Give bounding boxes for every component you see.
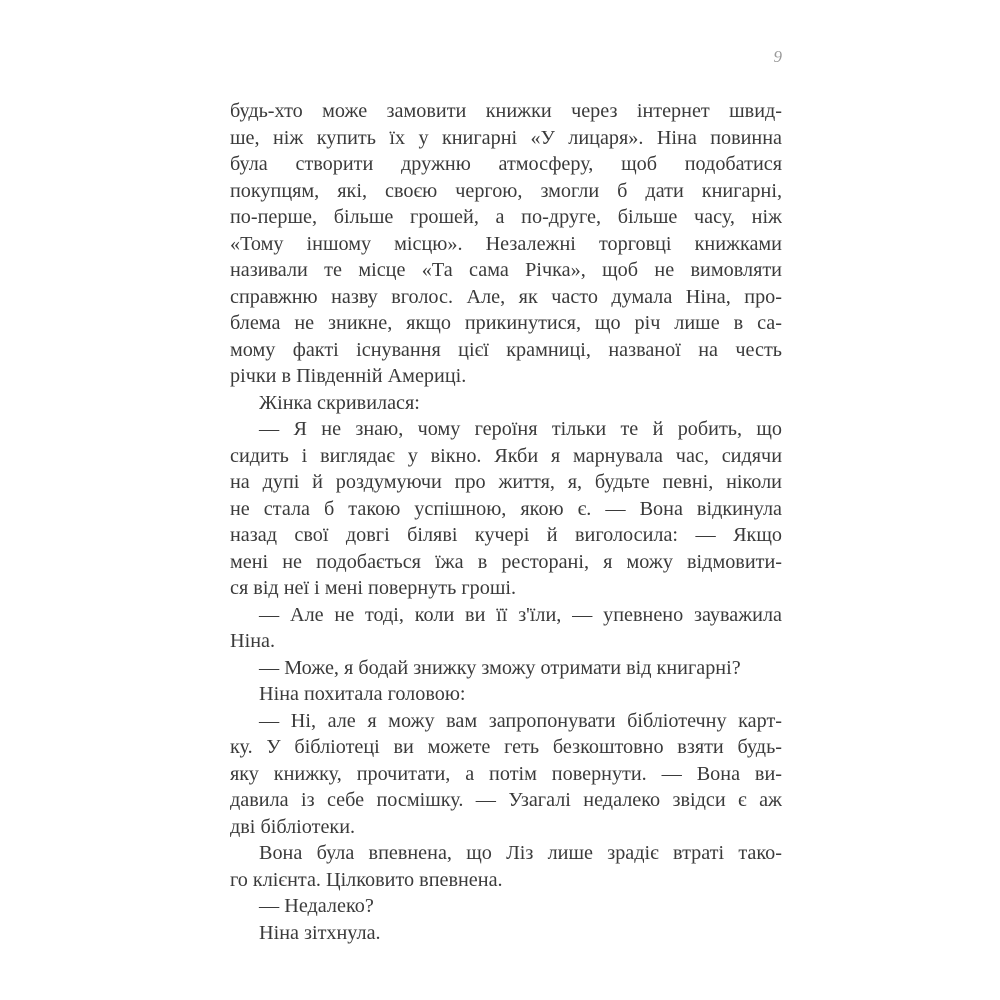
text-line: на дупі й роздумуючи про життя, я, будьте певні, ніколи — [230, 471, 782, 493]
paragraph — [230, 681, 782, 708]
text-line: покупцям, які, своєю чергою, змогли б дати книгарні, — [230, 179, 782, 202]
paragraph — [230, 98, 782, 390]
text-line: Ніна зітхнула. — [259, 921, 381, 944]
paragraph — [230, 655, 782, 682]
page-number: 9 — [773, 47, 782, 66]
paragraph — [230, 708, 782, 841]
text-line: Жінка скривилася: — [259, 391, 420, 414]
text-line: — Ні, але я можу вам запропонувати бібліотечну карт- — [259, 709, 782, 732]
text-line: Ніна похитала головою: — [259, 683, 466, 705]
paragraph — [230, 840, 782, 893]
text-line: яку книжку, прочитати, а потім повернути. — Вона ви- — [230, 762, 782, 785]
text-line: го клієнта. Цілковито впевнена. — [230, 868, 503, 891]
text-line: — Недалеко? — [259, 895, 374, 917]
text-line: давила із себе посмішку. — Узагалі недалеко звідси є аж — [230, 789, 782, 811]
text-line: називали те місце «Та сама Річка», щоб не вимовляти — [230, 259, 782, 281]
text-line: ку. У бібліотеці ви можете геть безкоштовно взяти будь- — [230, 736, 782, 758]
paragraph — [230, 920, 782, 947]
paragraph — [230, 893, 782, 920]
text-line: дві бібліотеки. — [230, 815, 356, 838]
text-line: справжню назву вголос. Але, як часто думала Ніна, про- — [230, 285, 782, 308]
text-line: Ніна. — [230, 630, 275, 652]
text-line: — Але не тоді, коли ви її з'їли, — упевнено зауважила — [259, 603, 782, 626]
paragraph — [230, 602, 782, 655]
text-line: — Я не знаю, чому героїня тільки те й робить, що — [259, 418, 782, 440]
text-line: по-перше, більше грошей, а по-друге, більше часу, ніж — [230, 206, 782, 228]
text-line: назад свої довгі біляві кучері й виголосила: — Якщо — [230, 524, 782, 546]
paragraph — [230, 390, 782, 417]
text-line: будь-хто може замовити книжки через інтернет швид- — [230, 100, 782, 122]
text-line: — Може, я бодай знижку зможу отримати від книгарні? — [259, 656, 741, 679]
text-line: ше, ніж купить їх у книгарні «У лицаря». Ніна повинна — [230, 126, 782, 149]
text-line: не стала б такою успішною, якою є. — Вона відкинула — [230, 497, 782, 520]
paragraph — [230, 416, 782, 602]
text-line: була створити дружню атмосферу, щоб подобатися — [230, 153, 782, 175]
text-line: річки в Південній Америці. — [230, 365, 467, 387]
body-text — [230, 98, 782, 946]
text-line: «Тому іншому місцю». Незалежні торговці книжками — [230, 232, 782, 255]
text-line: ся від неї і мені повернуть гроші. — [230, 577, 517, 599]
text-line: мому факті існування цієї крамниці, названої на честь — [230, 338, 782, 361]
text-line: сидить і виглядає у вікно. Якби я марнувала час, сидячи — [230, 444, 782, 467]
text-line: мені не подобається їжа в ресторані, я можу відмовити- — [230, 550, 782, 573]
text-line: Вона була впевнена, що Ліз лише зрадіє втраті тако- — [259, 842, 782, 864]
text-line: блема не зникне, якщо прикинутися, що річ лише в са- — [230, 312, 782, 334]
